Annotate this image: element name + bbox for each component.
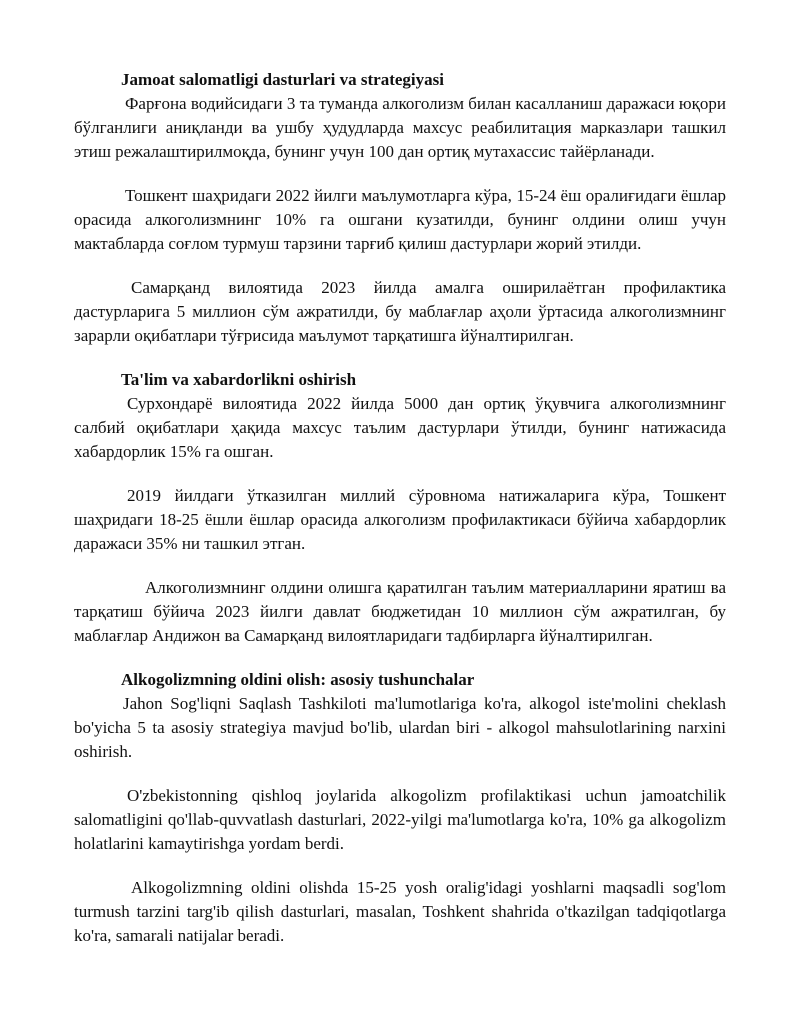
paragraph: 2019 йилдаги ўтказилган миллий сўровнома натижаларига кўра, Тошкент шаҳридаги 18-25 ёшли ёшлар орасида алкоголизм профилактикаси бўйича хабардорлик даражаси 35% ни ташкил этган. [74, 486, 726, 553]
section-heading-education: Ta'lim va xabardorlikni oshirish [121, 370, 357, 389]
section-heading-prevention-concepts: Alkogolizmning oldini olish: asosiy tushunchalar [121, 670, 475, 689]
paragraph: Alkogolizmning oldini olishda 15-25 yosh oralig'idagi yoshlarni maqsadli sog'lom turmush tarzini targ'ib qilish dasturlari, masalan, Toshkent shahrida o'tkazilgan tadqiqotlarga ko'ra, samarali natijalar beradi. [74, 878, 726, 945]
paragraph: Jahon Sog'liqni Saqlash Tashkiloti ma'lumotlariga ko'ra, alkogol iste'molini cheklash bo'yicha 5 ta asosiy strategiya mavjud bo'lib, ulardan biri - alkogol mahsulotlarining narxini oshirish. [74, 694, 726, 761]
paragraph: Фарғона водийсидаги 3 та туманда алкоголизм билан касалланиш даражаси юқори бўлганлиги аниқланди ва ушбу ҳудудларда махсус реабилитация марказлари ташкил этиш режалаштирилмоқда, бунинг учун 100 дан ортиқ мутахассис тайёрланади. [74, 94, 726, 161]
section-heading-public-health: Jamoat salomatligi dasturlari va strategiyasi [121, 70, 444, 89]
paragraph: Самарқанд вилоятида 2023 йилда амалга оширилаётган профилактика дастурларига 5 миллион сўм ажратилди, бу маблағлар аҳоли ўртасида алкоголизмнинг зарарли оқибатлари тўғрисида маълумот тарқатишга йўналтирилган. [74, 278, 726, 345]
paragraph: Тошкент шаҳридаги 2022 йилги маълумотларга кўра, 15-24 ёш оралиғидаги ёшлар орасида алкоголизмнинг 10% га ошгани кузатилди, бунинг олдини олиш учун мактабларда соғлом турмуш тарзини тарғиб қилиш дастурлари жорий этилди. [74, 186, 726, 253]
paragraph: Сурхондарё вилоятида 2022 йилда 5000 дан ортиқ ўқувчига алкоголизмнинг салбий оқибатлари ҳақида махсус таълим дастурлари ўтилди, бунинг натижасида хабардорлик 15% га ошган. [74, 394, 726, 461]
document-page [74, 64, 726, 948]
paragraph: O'zbekistonning qishloq joylarida alkogolizm profilaktikasi uchun jamoatchilik salomatligini qo'llab-quvvatlash dasturlari, 2022-yilgi ma'lumotlarga ko'ra, 10% ga alkogolizm holatlarini kamaytirishga yordam berdi. [74, 786, 726, 853]
paragraph: Алкоголизмнинг олдини олишга қаратилган таълим материалларини яратиш ва тарқатиш бўйича 2023 йилги давлат бюджетидан 10 миллион сўм ажратилган, бу маблағлар Андижон ва Самарқанд вилоятларидаги тадбирларга йўналтирилган. [74, 578, 726, 645]
